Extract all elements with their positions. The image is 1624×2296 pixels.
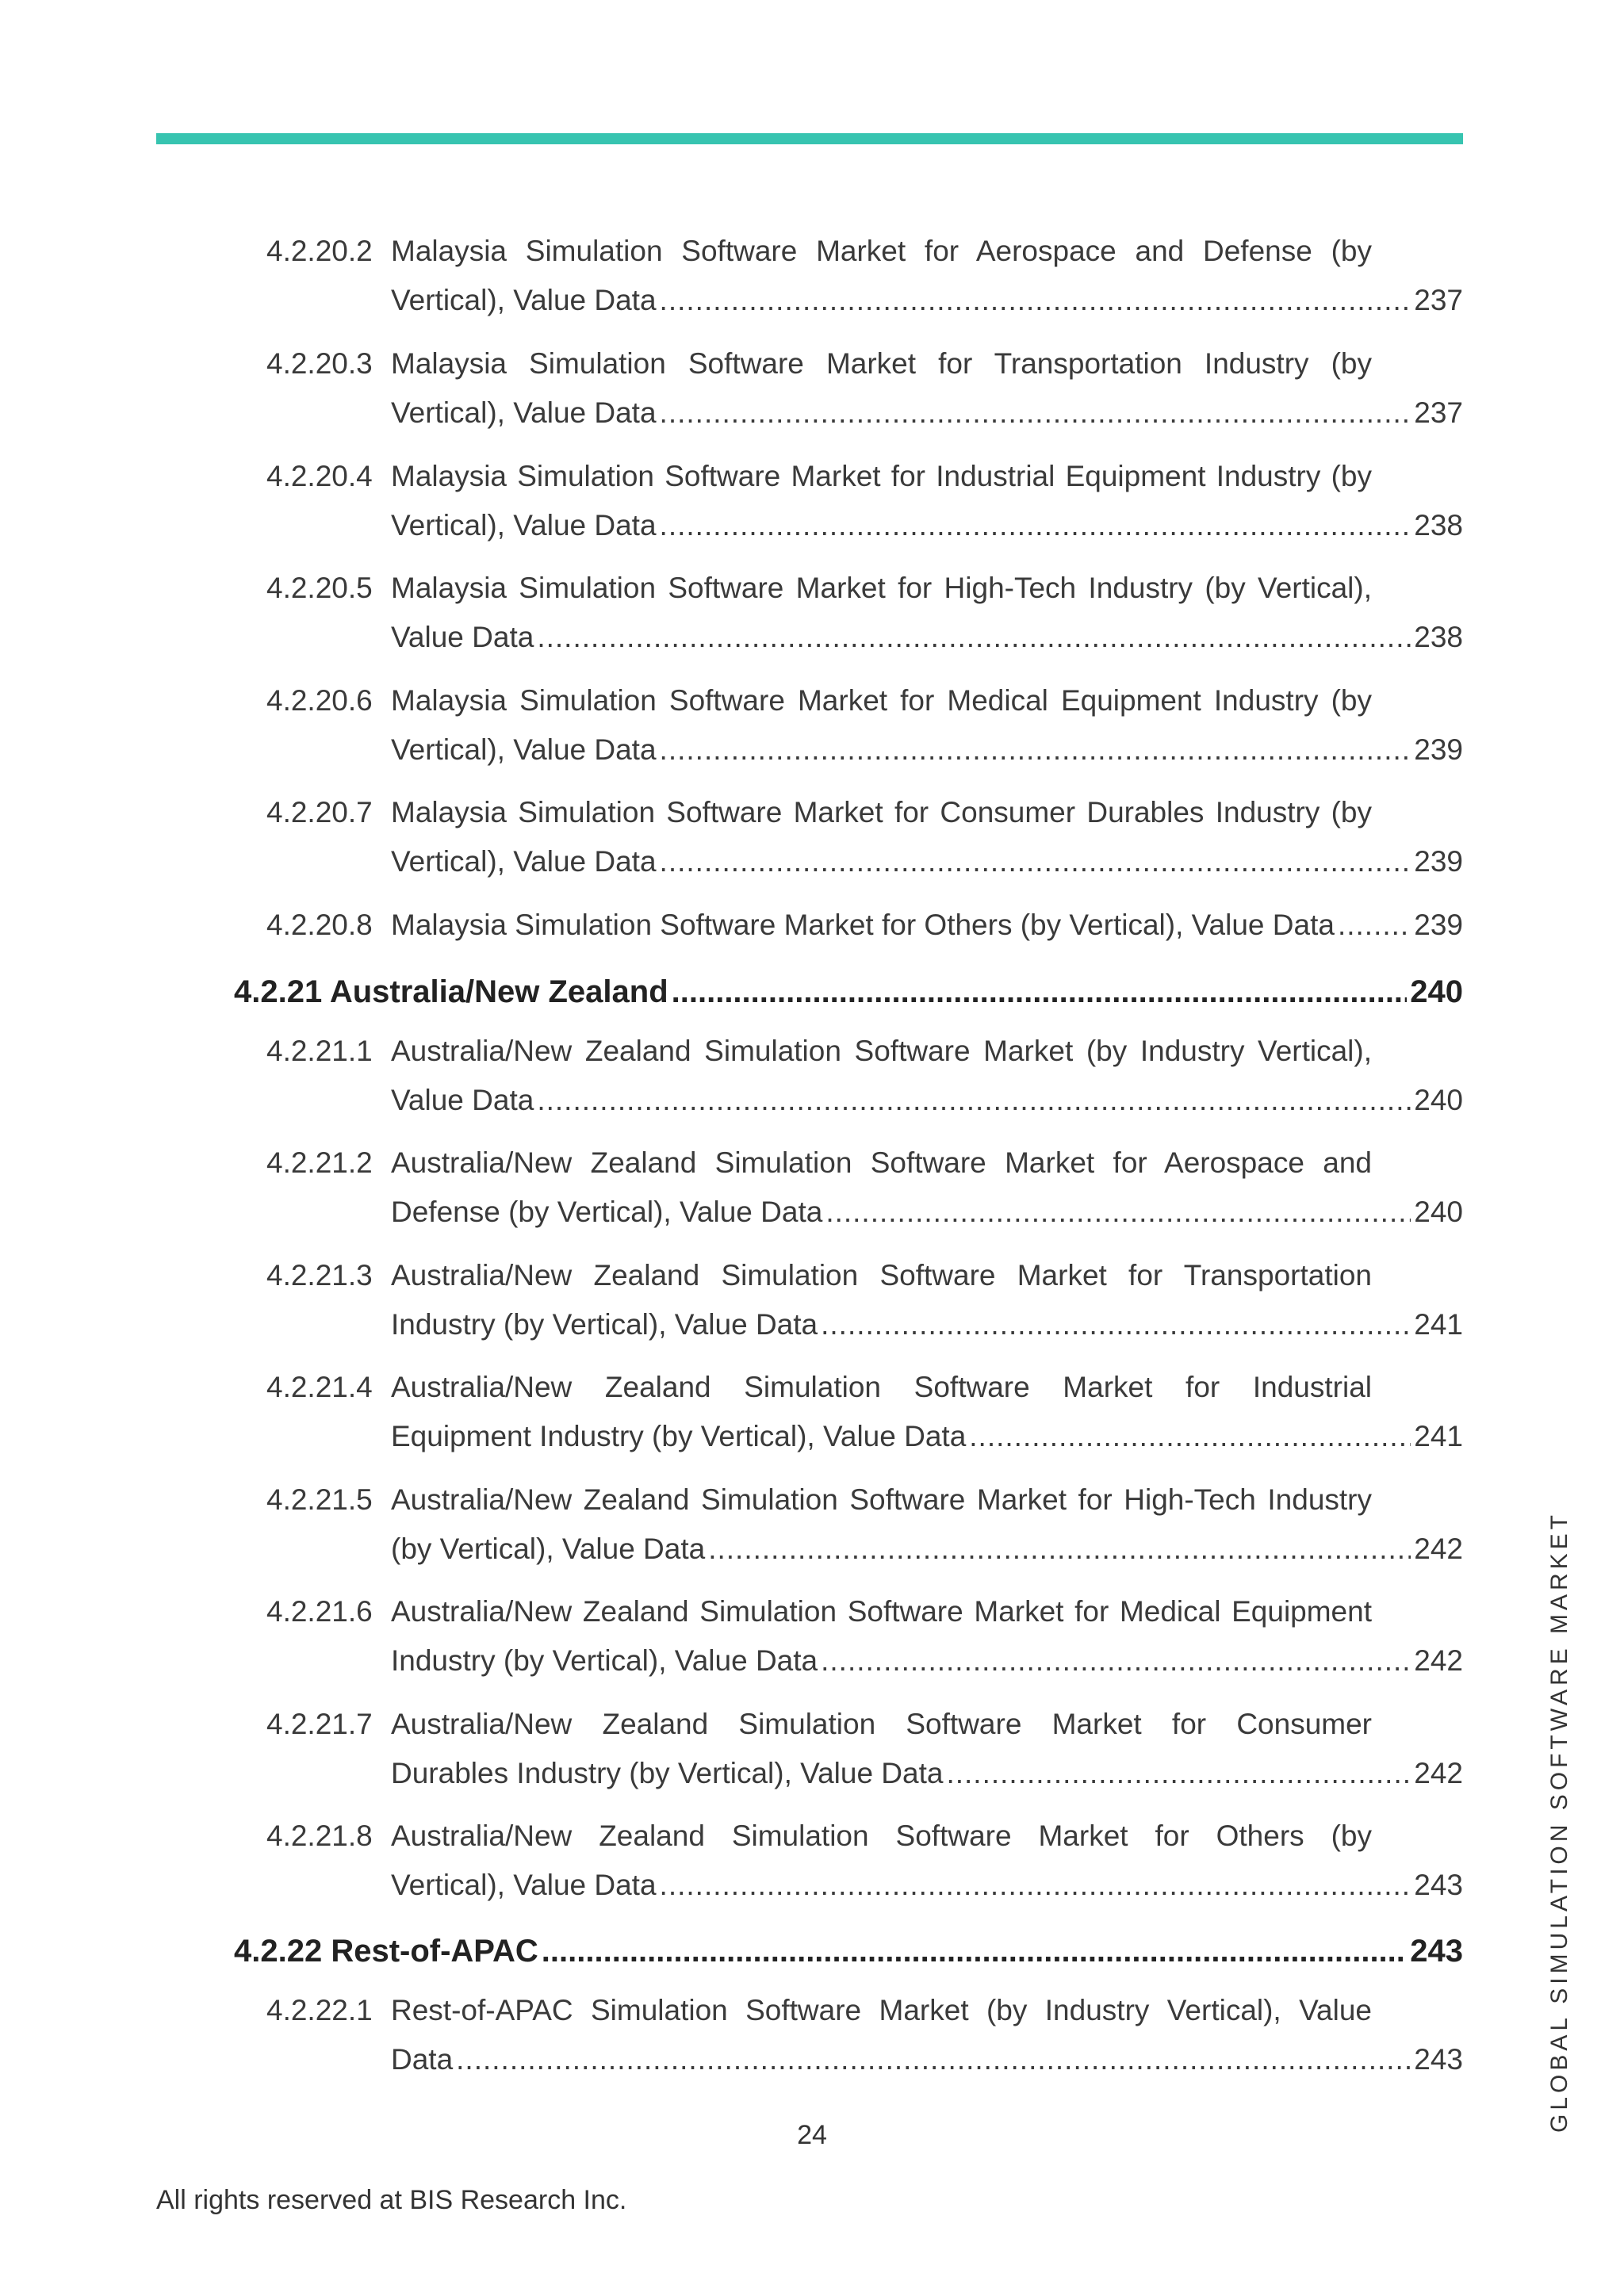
toc-entry-leader: [391, 1188, 1463, 1237]
toc-entry-title-continued: Value Data: [391, 1084, 534, 1116]
toc-entry-page: 239: [1414, 909, 1463, 941]
toc-section-heading[interactable]: [234, 1919, 1463, 1969]
toc-entry-page: 241: [1414, 1420, 1463, 1452]
toc-entry-leader: [391, 613, 1463, 662]
toc-entry-number: 4.2.20.3: [266, 347, 373, 380]
dot-leader: [537, 1076, 1411, 1125]
toc-section-page: 240: [1410, 974, 1463, 1009]
toc-entry-title-continued: Durables Industry (by Vertical), Value Data: [391, 1757, 944, 1789]
toc-entry-title-continued: Data: [391, 2043, 454, 2076]
toc-entry-page: 237: [1414, 284, 1463, 316]
toc-entry-title: Australia/New Zealand Simulation Software Market for Industrial: [391, 1371, 1372, 1403]
dot-leader: [660, 276, 1411, 325]
toc-entry-leader: [391, 725, 1463, 775]
dot-leader: [660, 501, 1411, 550]
toc-entry-leader: [391, 276, 1463, 325]
toc-entry-leader: [391, 501, 1463, 550]
toc-entry-title-continued: Equipment Industry (by Vertical), Value Data: [391, 1420, 967, 1452]
toc-entry-title: Malaysia Simulation Software Market for High-Tech Industry (by Vertical),: [391, 572, 1372, 604]
toc-entry-number: 4.2.20.5: [266, 572, 373, 604]
toc-entry-page: 242: [1414, 1757, 1463, 1789]
toc-entry-title: Australia/New Zealand Simulation Software Market for Transportation: [391, 1259, 1372, 1292]
toc-entry-leader: [391, 1412, 1463, 1461]
dot-leader: [825, 1188, 1411, 1237]
toc-entry-number: 4.2.21.7: [266, 1708, 373, 1740]
toc-entry-number: 4.2.21.6: [266, 1595, 373, 1628]
toc-entry-page: 238: [1414, 509, 1463, 541]
dot-leader: [821, 1636, 1411, 1686]
toc-entry-title-continued: Defense (by Vertical), Value Data: [391, 1196, 823, 1228]
toc-entry-title: Australia/New Zealand Simulation Software Market for High-Tech Industry: [391, 1483, 1372, 1516]
toc-entry-title-continued: Vertical), Value Data: [391, 1869, 657, 1901]
toc-entry-title: Malaysia Simulation Software Market for Consumer Durables Industry (by: [391, 796, 1372, 828]
toc-section-heading[interactable]: [234, 959, 1463, 1010]
dot-leader: [660, 725, 1411, 775]
toc-entry-leader: [391, 901, 1463, 950]
toc-entry-title: Malaysia Simulation Software Market for Aerospace and Defense (by: [391, 235, 1372, 267]
toc-entry-number: 4.2.20.6: [266, 684, 373, 717]
toc-entry-number: 4.2.21.1: [266, 1035, 373, 1067]
toc-entry-number: 4.2.20.2: [266, 235, 373, 267]
side-running-title: GLOBAL SIMULATION SOFTWARE MARKET: [1546, 1511, 1572, 2133]
dot-leader: [946, 1749, 1411, 1798]
toc-entry-page: 239: [1414, 733, 1463, 766]
dot-leader: [456, 2035, 1411, 2084]
toc-section-page: 243: [1410, 1934, 1463, 1969]
toc-entry-number: 4.2.20.7: [266, 796, 373, 828]
toc-entry-title: Malaysia Simulation Software Market for Others (by Vertical), Value Data: [391, 909, 1335, 941]
dot-leader: [672, 959, 1408, 1010]
toc-entry-title-continued: Industry (by Vertical), Value Data: [391, 1644, 818, 1677]
toc-section-title: 4.2.21 Australia/New Zealand: [234, 974, 668, 1009]
toc-entry-title-continued: Industry (by Vertical), Value Data: [391, 1308, 818, 1341]
toc-entry-title-continued: Vertical), Value Data: [391, 509, 657, 541]
toc-section-title: 4.2.22 Rest-of-APAC: [234, 1934, 538, 1969]
toc-entry-leader: [391, 388, 1463, 438]
toc-entry-leader: [391, 1636, 1463, 1686]
toc-entry-number: 4.2.22.1: [266, 1994, 373, 2026]
dot-leader: [660, 388, 1411, 438]
dot-leader: [542, 1919, 1407, 1969]
toc-entry-page: 240: [1414, 1196, 1463, 1228]
toc-entry-page: 243: [1414, 2043, 1463, 2076]
toc-entry-page: 240: [1414, 1084, 1463, 1116]
footer-copyright: All rights reserved at BIS Research Inc.: [156, 2185, 627, 2215]
toc-entry-page: 242: [1414, 1644, 1463, 1677]
dot-leader: [821, 1300, 1411, 1349]
toc-entry-page: 241: [1414, 1308, 1463, 1341]
toc-entry-leader: [391, 1861, 1463, 1910]
toc-entry-number: 4.2.21.4: [266, 1371, 373, 1403]
toc-entry-number: 4.2.21.5: [266, 1483, 373, 1516]
toc-entry-title-continued: Vertical), Value Data: [391, 845, 657, 878]
toc-entry-title-continued: Value Data: [391, 621, 534, 653]
toc-entry-page: 238: [1414, 621, 1463, 653]
toc-entry-leader: [391, 1300, 1463, 1349]
toc-entry-number: 4.2.21.3: [266, 1259, 373, 1292]
toc-entry-number: 4.2.20.4: [266, 460, 373, 492]
toc-entry-title-continued: Vertical), Value Data: [391, 284, 657, 316]
toc-entry-title: Australia/New Zealand Simulation Software Market for Others (by: [391, 1820, 1372, 1852]
toc-entry-page: 239: [1414, 845, 1463, 878]
toc-entry-leader: [391, 2035, 1463, 2084]
toc-entry-title: Australia/New Zealand Simulation Software Market for Consumer: [391, 1708, 1372, 1740]
toc-entry-leader: [391, 1076, 1463, 1125]
dot-leader: [660, 1861, 1411, 1910]
dot-leader: [969, 1412, 1411, 1461]
toc-entry-title: Australia/New Zealand Simulation Software Market for Aerospace and: [391, 1146, 1372, 1179]
toc-entry-title: Rest-of-APAC Simulation Software Market (by Industry Vertical), Value: [391, 1994, 1372, 2026]
dot-leader: [1338, 901, 1411, 950]
toc-entry-page: 243: [1414, 1869, 1463, 1901]
dot-leader: [537, 613, 1411, 662]
toc-entry-title: Australia/New Zealand Simulation Software Market for Medical Equipment: [391, 1595, 1372, 1628]
toc-entry-page: 237: [1414, 396, 1463, 429]
dot-leader: [708, 1525, 1411, 1574]
page-number: 24: [797, 2120, 827, 2150]
toc-entry-leader: [391, 1749, 1463, 1798]
toc-entry-title-continued: Vertical), Value Data: [391, 396, 657, 429]
toc-entry-title-continued: Vertical), Value Data: [391, 733, 657, 766]
toc-entry-title: Malaysia Simulation Software Market for Medical Equipment Industry (by: [391, 684, 1372, 717]
toc-entry-title-continued: (by Vertical), Value Data: [391, 1533, 706, 1565]
dot-leader: [660, 837, 1411, 886]
toc-entry-title: Malaysia Simulation Software Market for Transportation Industry (by: [391, 347, 1372, 380]
toc-entry-leader: [391, 837, 1463, 886]
toc-entry-number: 4.2.21.2: [266, 1146, 373, 1179]
toc-entry-title: Malaysia Simulation Software Market for Industrial Equipment Industry (by: [391, 460, 1372, 492]
toc-entry-title: Australia/New Zealand Simulation Software Market (by Industry Vertical),: [391, 1035, 1372, 1067]
toc-entry-number: 4.2.21.8: [266, 1820, 373, 1852]
toc-entry-leader: [391, 1525, 1463, 1574]
toc-entry-page: 242: [1414, 1533, 1463, 1565]
toc-entry-number: 4.2.20.8: [266, 909, 373, 941]
